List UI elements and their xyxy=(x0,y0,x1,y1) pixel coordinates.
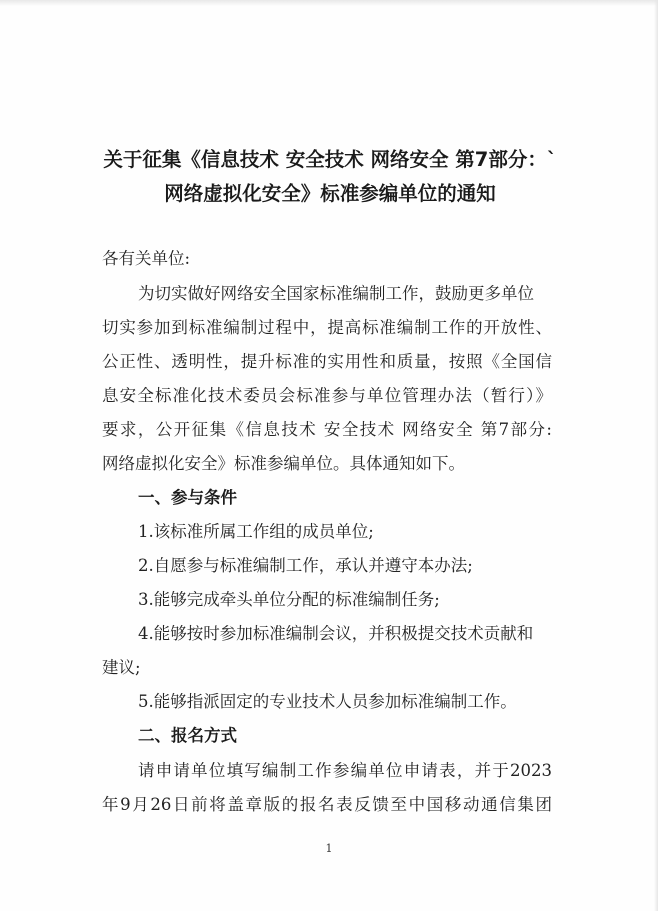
intro-line-2: 切实参加到标准编制过程中，提高标准编制工作的开放性、 xyxy=(102,318,552,337)
page-number: 1 xyxy=(325,842,333,855)
condition-item-1: 1.该标准所属工作组的成员单位; xyxy=(138,522,374,541)
salutation: 各有关单位: xyxy=(102,249,191,268)
registration-line-2: 年9月26日前将盖章版的报名表反馈至中国移动通信集团 xyxy=(102,795,552,814)
section-heading-conditions: 一、参与条件 xyxy=(138,488,237,507)
intro-line-6: 网络虚拟化安全》标准参编单位。具体通知如下。 xyxy=(102,454,465,473)
intro-line-3: 公正性、透明性，提升标准的实用性和质量，按照《全国信 xyxy=(102,352,552,371)
intro-line-4: 息安全标准化技术委员会标准参与单位管理办法（暂行）》 xyxy=(102,386,552,405)
registration-line-1: 请申请单位填写编制工作参编单位申请表，并于2023 xyxy=(138,761,552,780)
intro-line-5: 要求，公开征集《信息技术 安全技术 网络安全 第7部分: xyxy=(102,420,552,439)
intro-line-1: 为切实做好网络安全国家标准编制工作，鼓励更多单位 xyxy=(138,284,534,303)
section-heading-registration: 二、报名方式 xyxy=(138,726,237,745)
title-line-1: 关于征集《信息技术 安全技术 网络安全 第7部分：` xyxy=(103,148,557,171)
condition-item-4-line-1: 4.能够按时参加标准编制会议，并积极提交技术贡献和 xyxy=(138,624,534,643)
condition-item-3: 3.能够完成牵头单位分配的标准编制任务; xyxy=(138,590,440,609)
document-title xyxy=(80,143,580,211)
condition-item-5: 5.能够指派固定的专业技术人员参加标准编制工作。 xyxy=(138,692,517,711)
scan-shadow-top xyxy=(0,0,658,6)
condition-item-2: 2.自愿参与标准编制工作，承认并遵守本办法; xyxy=(138,556,473,575)
title-line-2: 网络虚拟化安全》标准参编单位的通知 xyxy=(164,182,496,205)
condition-item-4-line-2: 建议; xyxy=(102,658,141,677)
scan-shadow-right xyxy=(654,0,658,911)
